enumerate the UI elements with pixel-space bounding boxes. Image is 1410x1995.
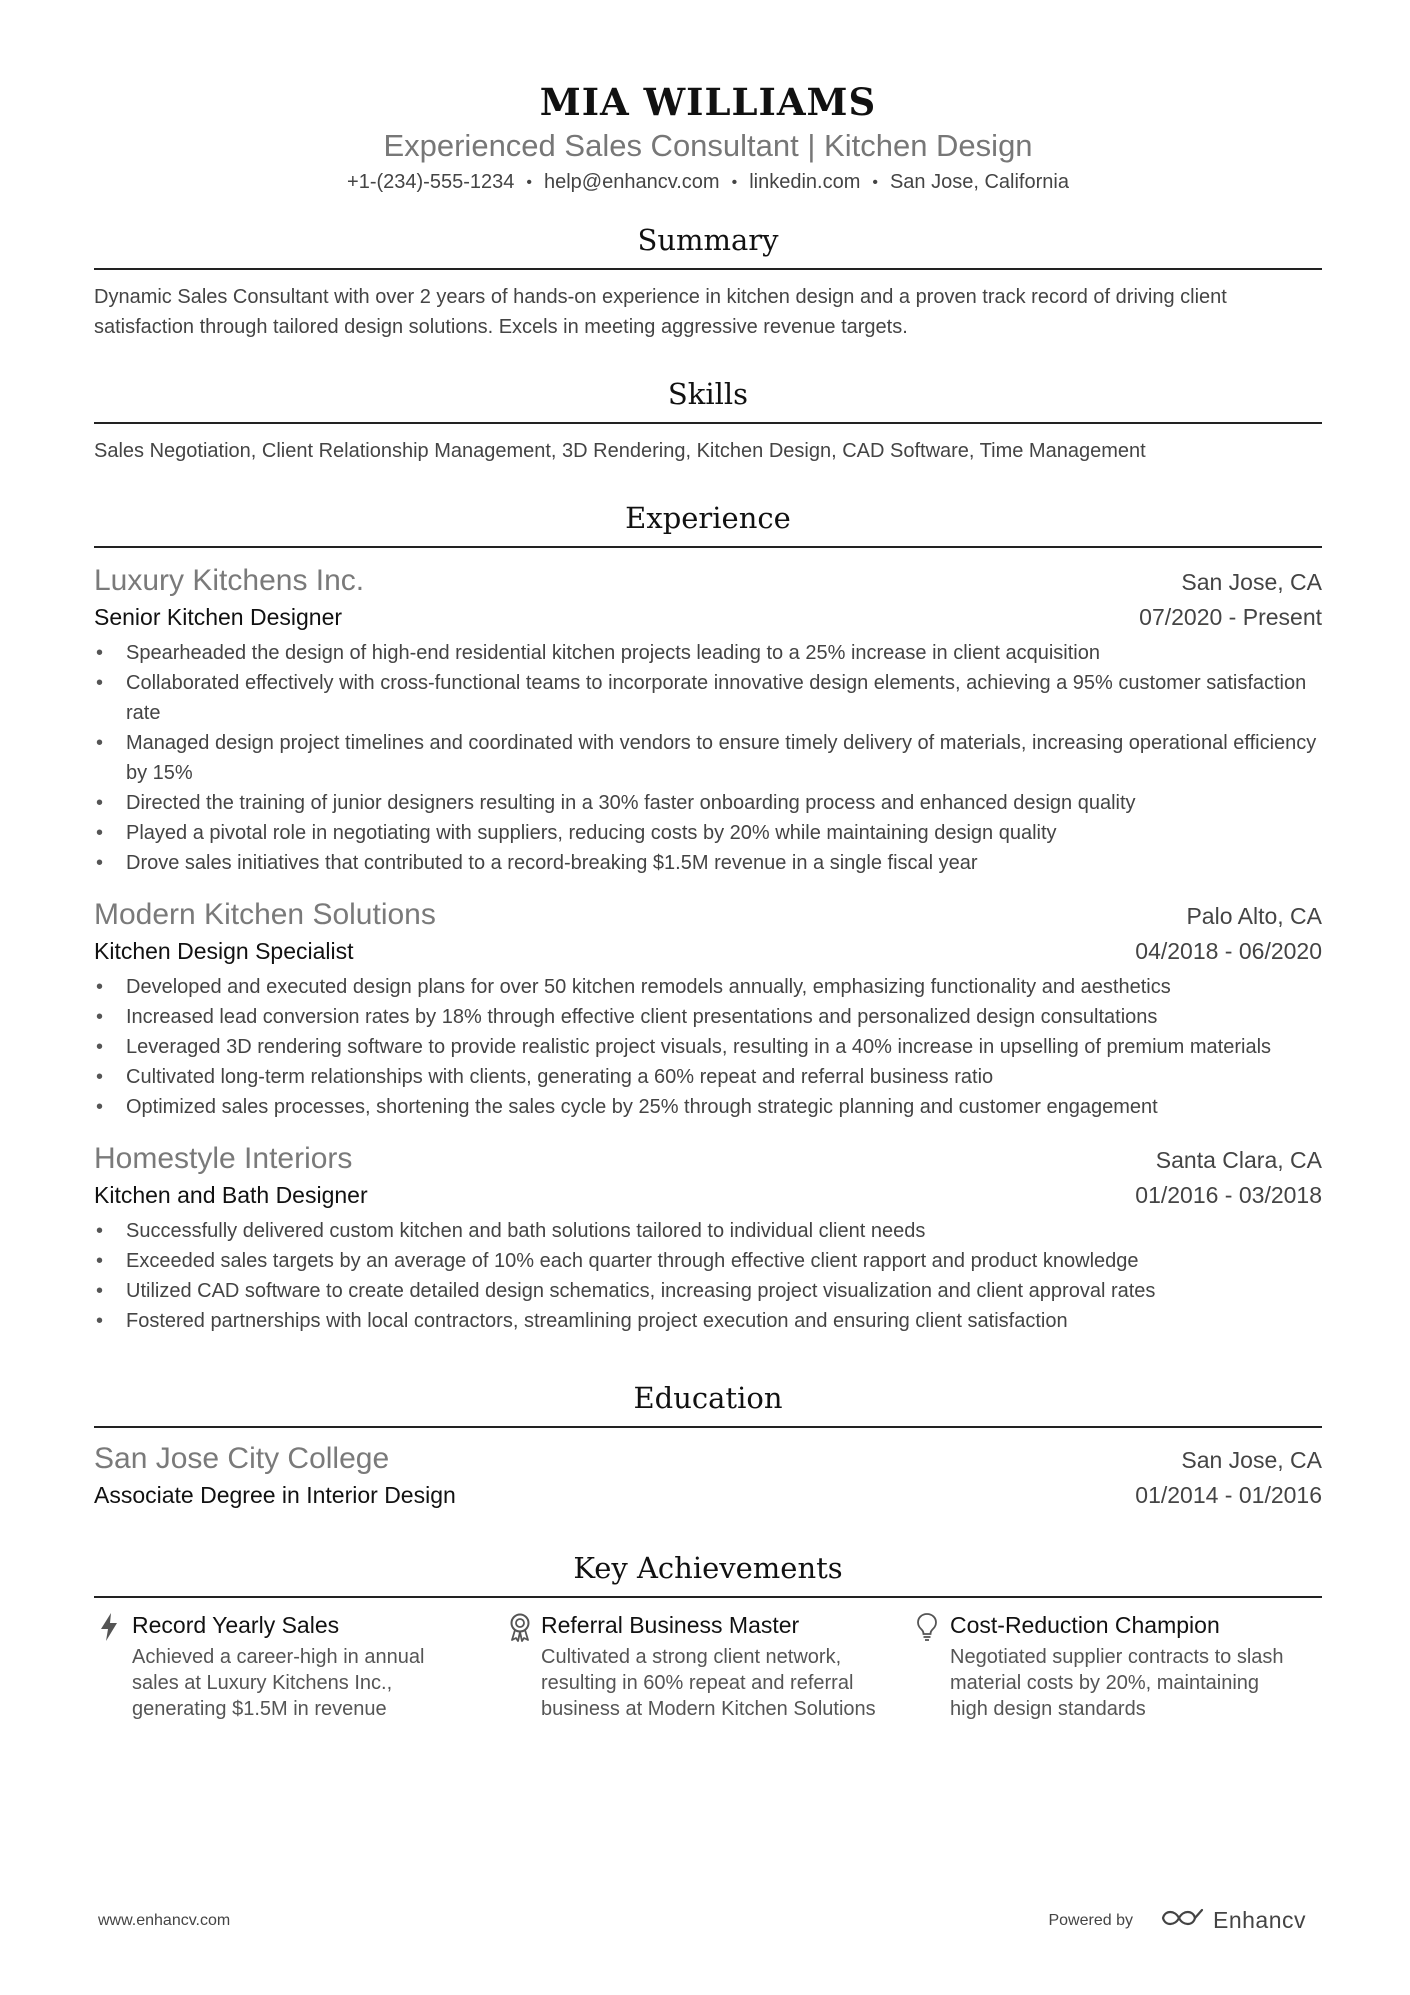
achievement-description: Achieved a career-high in annual sales at Luxury Kitchens Inc., generating $1.5M in revenue bbox=[132, 1646, 425, 1720]
page-footer bbox=[0, 1906, 1410, 1936]
degree-name: Associate Degree in Interior Design bbox=[94, 1482, 456, 1508]
school-name: San Jose City College bbox=[94, 1442, 390, 1475]
candidate-name: MIA WILLIAMS bbox=[539, 80, 877, 124]
bullet-item: • Fostered partnerships with local contractors, streamlining project execution and ensuring client satisfaction bbox=[94, 1306, 1322, 1336]
achievements-grid bbox=[94, 1608, 1322, 1722]
education-dates: 01/2014 - 01/2016 bbox=[1135, 1482, 1322, 1508]
bullet-item: • Leveraged 3D rendering software to provide realistic project visuals, resulting in a 40% increase in upselling of premium materials bbox=[94, 1032, 1322, 1062]
achievement-title: Cost-Reduction Champion bbox=[950, 1612, 1220, 1638]
bullet-item: • Developed and executed design plans for over 50 kitchen remodels annually, emphasizing functionality and aesthetics bbox=[94, 972, 1322, 1002]
education-entry bbox=[94, 1440, 1322, 1512]
lightning-icon bbox=[98, 1608, 132, 1722]
bullet-item: • Increased lead conversion rates by 18% through effective client presentations and personalized design consultations bbox=[94, 1002, 1322, 1032]
section-heading-skills: Skills bbox=[94, 376, 1322, 424]
section-heading-achievements: Key Achievements bbox=[94, 1550, 1322, 1598]
contact-phone: +1-(234)-555-1234 bbox=[347, 171, 515, 193]
achievement-description: Negotiated supplier contracts to slash material costs by 20%, maintaining high design standards bbox=[950, 1646, 1284, 1720]
job-bullets bbox=[94, 972, 1322, 1122]
award-icon bbox=[507, 1608, 541, 1722]
company-name: Luxury Kitchens Inc. bbox=[94, 564, 365, 597]
experience-entry bbox=[94, 896, 1322, 1122]
bullet-separator: • bbox=[872, 174, 878, 191]
job-role: Kitchen Design Specialist bbox=[94, 938, 354, 964]
job-location: San Jose, CA bbox=[1181, 569, 1322, 595]
bullet-item: • Utilized CAD software to create detailed design schematics, increasing project visualization and client approval rates bbox=[94, 1276, 1322, 1306]
bullet-item: • Managed design project timelines and coordinated with vendors to ensure timely delivery of materials, increasing operational efficiency by 15% bbox=[94, 728, 1322, 788]
skills-section bbox=[94, 376, 1322, 466]
job-dates: 07/2020 - Present bbox=[1139, 604, 1322, 630]
bullet-item: • Collaborated effectively with cross-functional teams to incorporate innovative design elements, achieving a 95% customer satisfaction rate bbox=[94, 668, 1322, 728]
contact-location: San Jose, California bbox=[889, 171, 1069, 193]
achievement-item bbox=[94, 1608, 503, 1722]
bullet-separator: • bbox=[731, 174, 738, 191]
achievement-title: Record Yearly Sales bbox=[132, 1612, 340, 1638]
job-location: Palo Alto, CA bbox=[1186, 903, 1322, 929]
experience-entry bbox=[94, 1140, 1322, 1336]
achievement-title: Referral Business Master bbox=[541, 1612, 800, 1638]
achievement-description: Cultivated a strong client network, resulting in 60% repeat and referral business at Modern Kitchen Solutions bbox=[541, 1646, 876, 1720]
section-heading-education: Education bbox=[94, 1380, 1322, 1428]
bullet-separator: • bbox=[526, 174, 532, 191]
brand-name: Enhancv bbox=[1212, 1907, 1306, 1933]
skills-text: Sales Negotiation, Client Relationship Management, 3D Rendering, Kitchen Design, CAD Software, Time Management bbox=[94, 440, 1146, 462]
resume-page bbox=[94, 0, 1322, 1722]
contact-line bbox=[94, 168, 1322, 198]
experience-entry bbox=[94, 562, 1322, 878]
achievement-item bbox=[503, 1608, 912, 1722]
powered-by-label: Powered by bbox=[1048, 1911, 1133, 1929]
job-role: Kitchen and Bath Designer bbox=[94, 1182, 368, 1208]
job-bullets bbox=[94, 1216, 1322, 1336]
bullet-item: • Exceeded sales targets by an average of 10% each quarter through effective client rapport and product knowledge bbox=[94, 1246, 1322, 1276]
job-bullets bbox=[94, 638, 1322, 878]
enhancv-logo-icon bbox=[1159, 1906, 1205, 1935]
bullet-item: • Played a pivotal role in negotiating with suppliers, reducing costs by 20% while maintaining design quality bbox=[94, 818, 1322, 848]
job-role: Senior Kitchen Designer bbox=[94, 604, 343, 630]
education-section bbox=[94, 1380, 1322, 1512]
section-heading-experience: Experience bbox=[94, 500, 1322, 548]
section-heading-summary: Summary bbox=[94, 222, 1322, 270]
experience-section bbox=[94, 500, 1322, 1336]
school-location: San Jose, CA bbox=[1181, 1447, 1322, 1473]
bullet-item: • Spearheaded the design of high-end residential kitchen projects leading to a 25% increase in client acquisition bbox=[94, 638, 1322, 668]
job-location: Santa Clara, CA bbox=[1155, 1147, 1322, 1173]
job-dates: 04/2018 - 06/2020 bbox=[1135, 938, 1322, 964]
footer-branding bbox=[1048, 1906, 1306, 1935]
summary-section bbox=[94, 222, 1322, 342]
bullet-item: • Directed the training of junior designers resulting in a 30% faster onboarding process and enhanced design quality bbox=[94, 788, 1322, 818]
company-name: Homestyle Interiors bbox=[94, 1142, 353, 1175]
job-dates: 01/2016 - 03/2018 bbox=[1135, 1182, 1322, 1208]
summary-text: Dynamic Sales Consultant with over 2 years of hands-on experience in kitchen design and a proven track record of driving client satisfaction through tailored design solutions. Excels in meeting aggressive revenue targets. bbox=[94, 286, 1227, 338]
contact-linkedin[interactable]: linkedin.com bbox=[749, 171, 861, 193]
achievements-section bbox=[94, 1550, 1322, 1722]
contact-email[interactable]: help@enhancv.com bbox=[543, 171, 720, 193]
bullet-item: • Drove sales initiatives that contributed to a record-breaking $1.5M revenue in a single fiscal year bbox=[94, 848, 1322, 878]
bullet-item: • Cultivated long-term relationships with clients, generating a 60% repeat and referral business ratio bbox=[94, 1062, 1322, 1092]
resume-header bbox=[94, 0, 1322, 198]
lightbulb-icon bbox=[916, 1608, 950, 1722]
achievement-item bbox=[912, 1608, 1321, 1722]
candidate-title: Experienced Sales Consultant | Kitchen Design bbox=[383, 128, 1033, 163]
bullet-item: • Successfully delivered custom kitchen and bath solutions tailored to individual client needs bbox=[94, 1216, 1322, 1246]
company-name: Modern Kitchen Solutions bbox=[94, 898, 436, 931]
footer-website[interactable]: www.enhancv.com bbox=[98, 1912, 231, 1929]
bullet-item: • Optimized sales processes, shortening the sales cycle by 25% through strategic planning and customer engagement bbox=[94, 1092, 1322, 1122]
